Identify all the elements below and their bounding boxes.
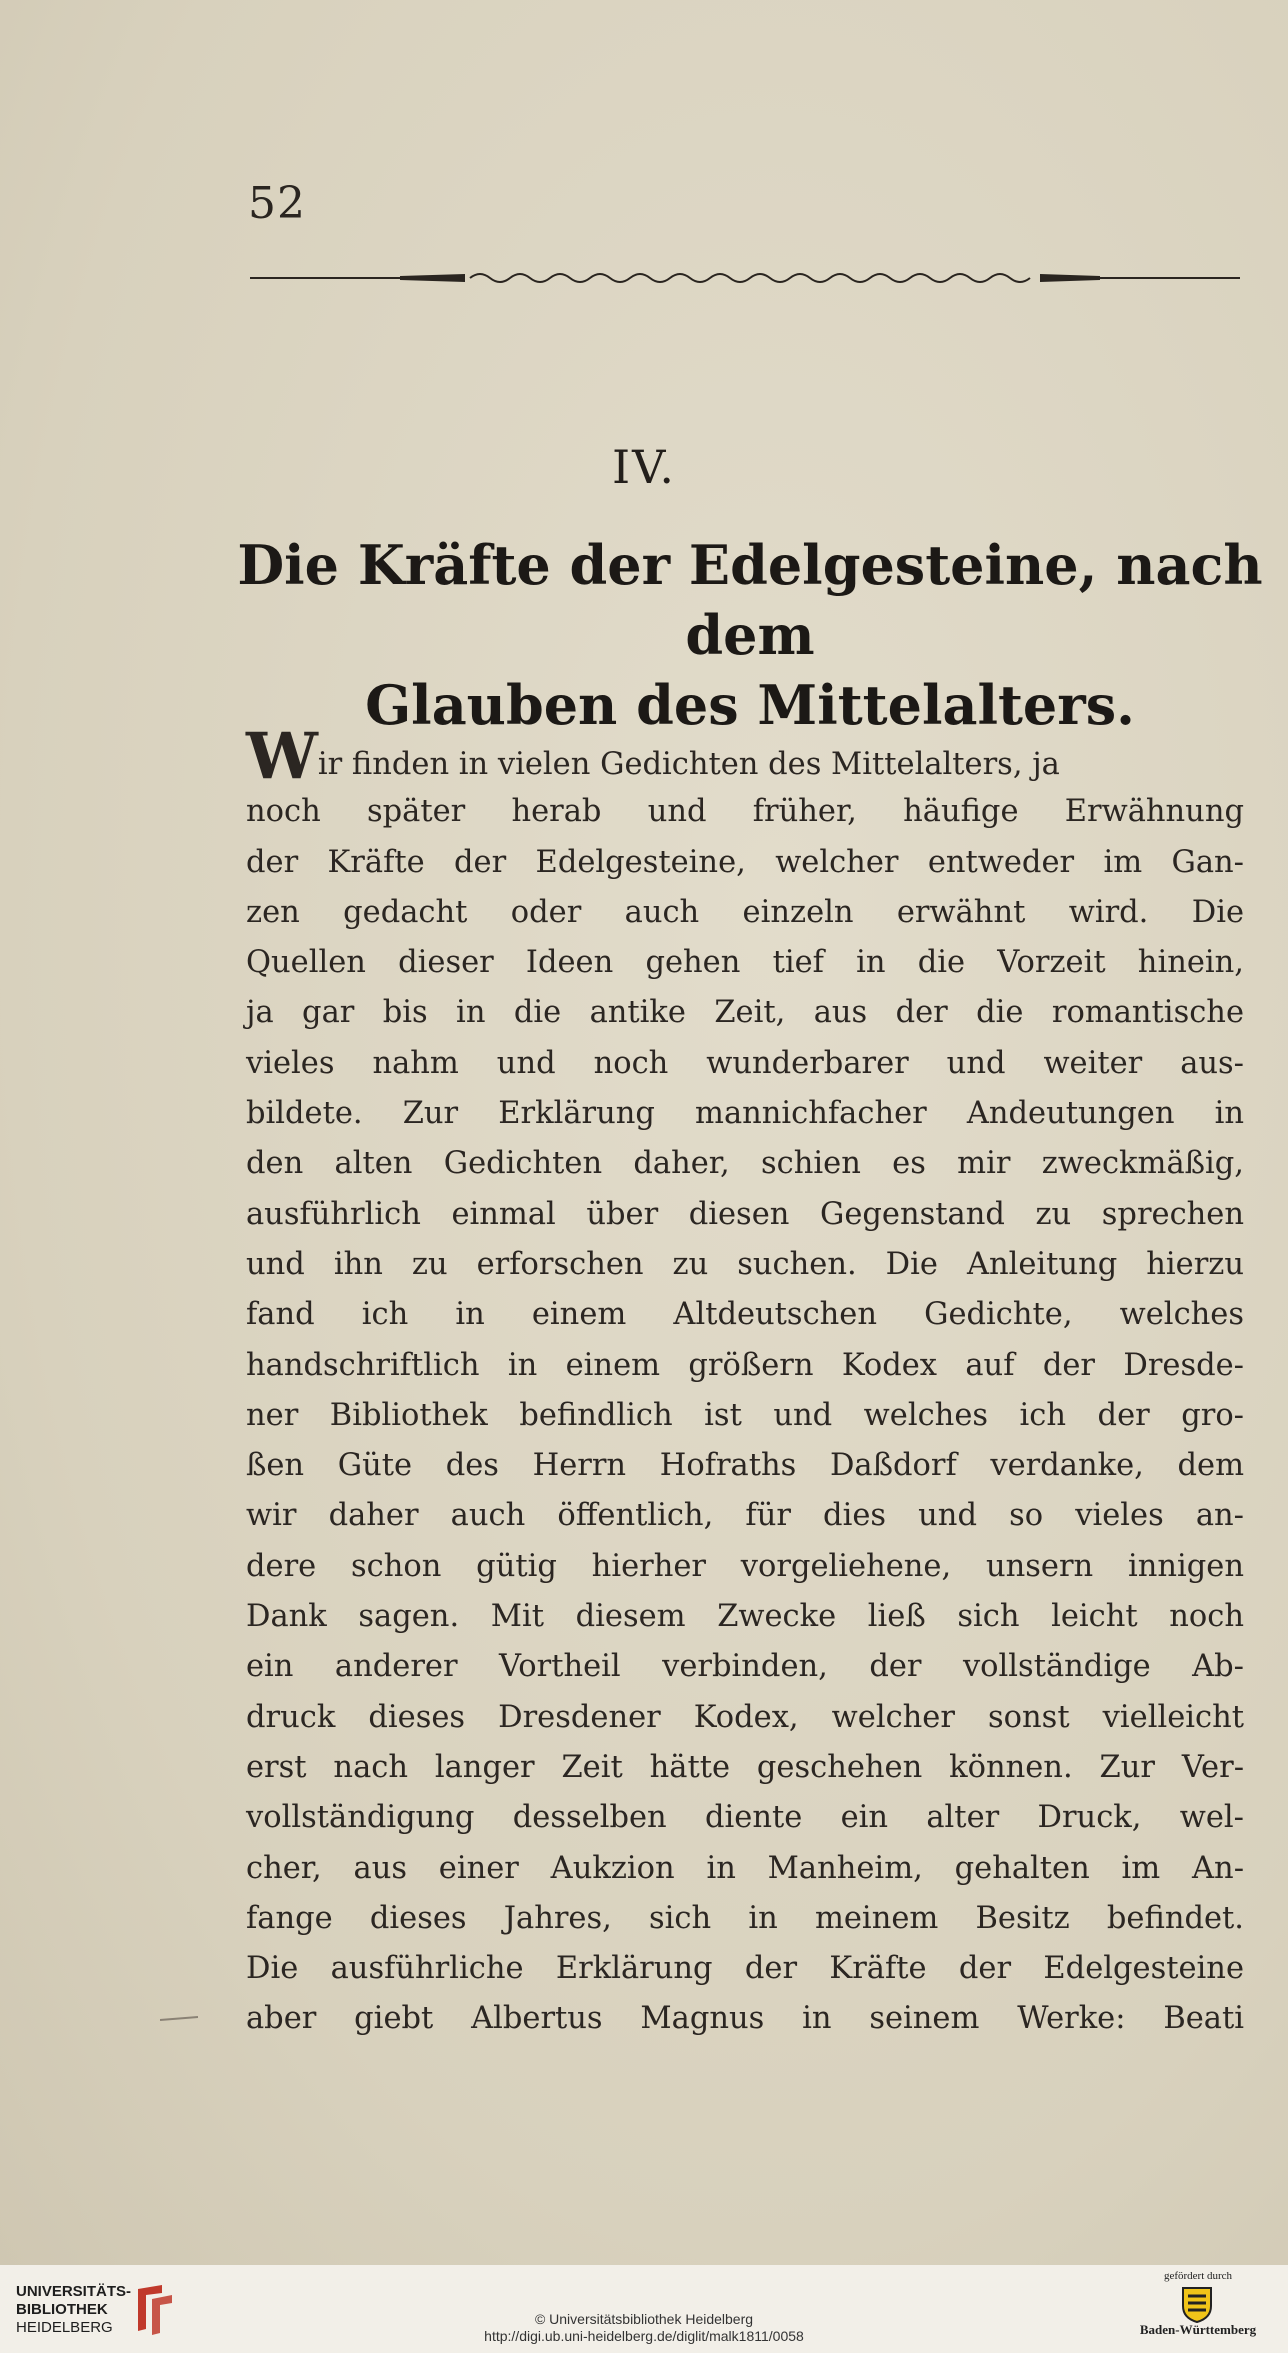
text-line: fange dieses Jahres, sich in meinem Besitz befindet. <box>246 1900 1244 1936</box>
text-line: wir daher auch öffentlich, für dies und so vieles an- <box>246 1498 1244 1534</box>
dropcap: W <box>246 719 318 794</box>
margin-mark <box>160 2014 198 2024</box>
text-line: druck dieses Dresdener Kodex, welcher sonst vielleicht <box>246 1699 1244 1735</box>
ornamental-rule <box>250 272 1240 284</box>
text-line: noch später herab und früher, häufige Erwähnung <box>246 794 1244 830</box>
chapter-title-line-2: Glauben des Mittelalters. <box>365 673 1135 737</box>
chapter-number: IV. <box>612 440 676 494</box>
text-line: vollständigung desselben diente ein alter Druck, wel- <box>246 1800 1244 1836</box>
text-line: ner Bibliothek befindlich ist und welches ich der gro- <box>246 1397 1244 1433</box>
text-line: erst nach langer Zeit hätte geschehen können. Zur Ver- <box>246 1749 1244 1785</box>
funder-name: Baden-Württemberg <box>1139 2322 1257 2337</box>
text-line: bildete. Zur Erklärung mannichfacher Andeutungen in <box>246 1096 1244 1132</box>
funded-by-text: gefördert durch <box>1163 2270 1233 2282</box>
text-line <box>246 719 1244 794</box>
text-line: aber giebt Albertus Magnus in seinem Werke: Beati <box>246 2001 1244 2037</box>
text-line: zen gedacht oder auch einzeln erwähnt wird. Die <box>246 894 1244 930</box>
page-number: 52 <box>248 178 306 229</box>
copyright-block <box>0 2311 1288 2345</box>
text-line: Dank sagen. Mit diesem Zwecke ließ sich leicht noch <box>246 1599 1244 1635</box>
text-line-content: ir finden in vielen Gedichten des Mittelalters, ja <box>317 747 1060 782</box>
text-line: dere schon gütig hierher vorgeliehene, unsern innigen <box>246 1548 1244 1584</box>
text-line: fand ich in einem Altdeutschen Gedichte, welches <box>246 1297 1244 1333</box>
copyright-text: © Universitätsbibliothek Heidelberg <box>534 2311 754 2327</box>
body-text <box>246 719 1244 2045</box>
library-name-line-1: UNIVERSITÄTS- <box>16 2283 132 2300</box>
text-line: ein anderer Vortheil verbinden, der vollständige Ab- <box>246 1649 1244 1685</box>
text-line: handschriftlich in einem größern Kodex auf der Dresde- <box>246 1347 1244 1383</box>
text-line: ausführlich einmal über diesen Gegenstand zu sprechen <box>246 1196 1244 1232</box>
text-line: cher, aus einer Aukzion in Manheim, gehalten im An- <box>246 1850 1244 1886</box>
text-line: Die ausführliche Erklärung der Kräfte der Edelgesteine <box>246 1951 1244 1987</box>
text-line: Quellen dieser Ideen gehen tief in die Vorzeit hinein, <box>246 945 1244 981</box>
text-line: ja gar bis in die antike Zeit, aus der die romantische <box>246 995 1244 1031</box>
text-line: der Kräfte der Edelgesteine, welcher entweder im Gan- <box>246 844 1244 880</box>
source-url-link[interactable]: http://digi.ub.uni-heidelberg.de/diglit/malk1811/0058 <box>484 2328 804 2344</box>
text-line: und ihn zu erforschen zu suchen. Die Anleitung hierzu <box>246 1246 1244 1282</box>
library-name-line-3: HEIDELBERG <box>16 2319 113 2336</box>
chapter-title-line-1: Die Kräfte der Edelgesteine, nach dem <box>237 533 1263 667</box>
chapter-title <box>200 530 1288 740</box>
text-line: vieles nahm und noch wunderbarer und weiter aus- <box>246 1045 1244 1081</box>
text-line: ßen Güte des Herrn Hofraths Daßdorf verdanke, dem <box>246 1448 1244 1484</box>
library-name-line-2: BIBLIOTHEK <box>16 2301 108 2318</box>
baden-wuerttemberg-crest-icon <box>1180 2284 1214 2324</box>
text-line: den alten Gedichten daher, schien es mir zweckmäßig, <box>246 1146 1244 1182</box>
